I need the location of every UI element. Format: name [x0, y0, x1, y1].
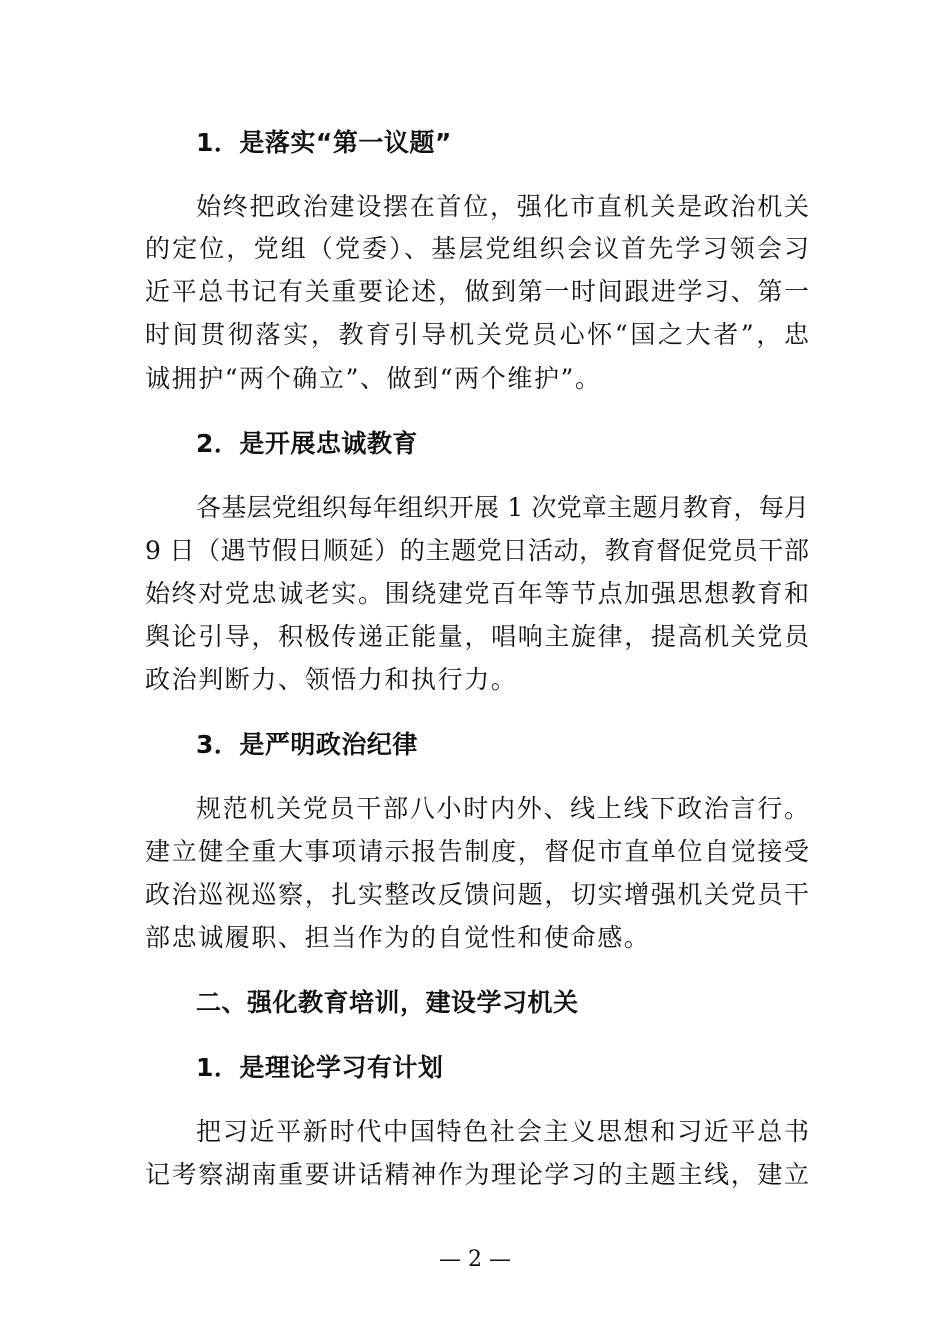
- paragraph-line: 诚拥护“两个确立”、做到“两个维护”。: [145, 364, 602, 393]
- paragraph-line: 政治判断力、领悟力和执行力。: [145, 665, 518, 694]
- paragraph-line: 记考察湖南重要讲话精神作为理论学习的主题主线，建立: [145, 1160, 809, 1189]
- section-heading: 2．是开展忠诚教育: [196, 429, 418, 458]
- paragraph-line: 政治巡视巡察，扎实整改反馈问题，切实增强机关党员干: [145, 880, 809, 909]
- paragraph-line: 把习近平新时代中国特色社会主义思想和习近平总书: [196, 1117, 809, 1146]
- paragraph-line: 各基层党组织每年组织开展 1 次党章主题月教育，每月: [196, 493, 809, 522]
- chapter-heading: 二、强化教育培训，建设学习机关: [196, 988, 579, 1017]
- paragraph-line: 近平总书记有关重要论述，做到第一时间跟进学习、第一: [145, 277, 809, 306]
- section-heading: 1．是理论学习有计划: [196, 1053, 444, 1082]
- page-number: — 2 —: [439, 1247, 511, 1272]
- section-heading: 3．是严明政治纪律: [196, 730, 418, 759]
- paragraph-line: 的定位，党组（党委）、基层党组织会议首先学习领会习: [145, 234, 809, 263]
- paragraph-line: 建立健全重大事项请示报告制度，督促市直单位自觉接受: [145, 837, 809, 866]
- paragraph-line: 始终对党忠诚老实。围绕建党百年等节点加强思想教育和: [145, 579, 809, 608]
- paragraph-line: 部忠诚履职、担当作为的自觉性和使命感。: [145, 923, 651, 952]
- paragraph-line: 9 日（遇节假日顺延）的主题党日活动，教育督促党员干部: [145, 536, 809, 565]
- paragraph-line: 规范机关党员干部八小时内外、线上线下政治言行。: [196, 794, 809, 823]
- paragraph-line: 始终把政治建设摆在首位，强化市直机关是政治机关: [196, 192, 809, 221]
- paragraph-line: 时间贯彻落实，教育引导机关党员心怀“国之大者”，忠: [145, 320, 809, 349]
- paragraph-line: 舆论引导，积极传递正能量，唱响主旋律，提高机关党员: [145, 622, 809, 651]
- section-heading: 1．是落实“第一议题”: [196, 128, 452, 157]
